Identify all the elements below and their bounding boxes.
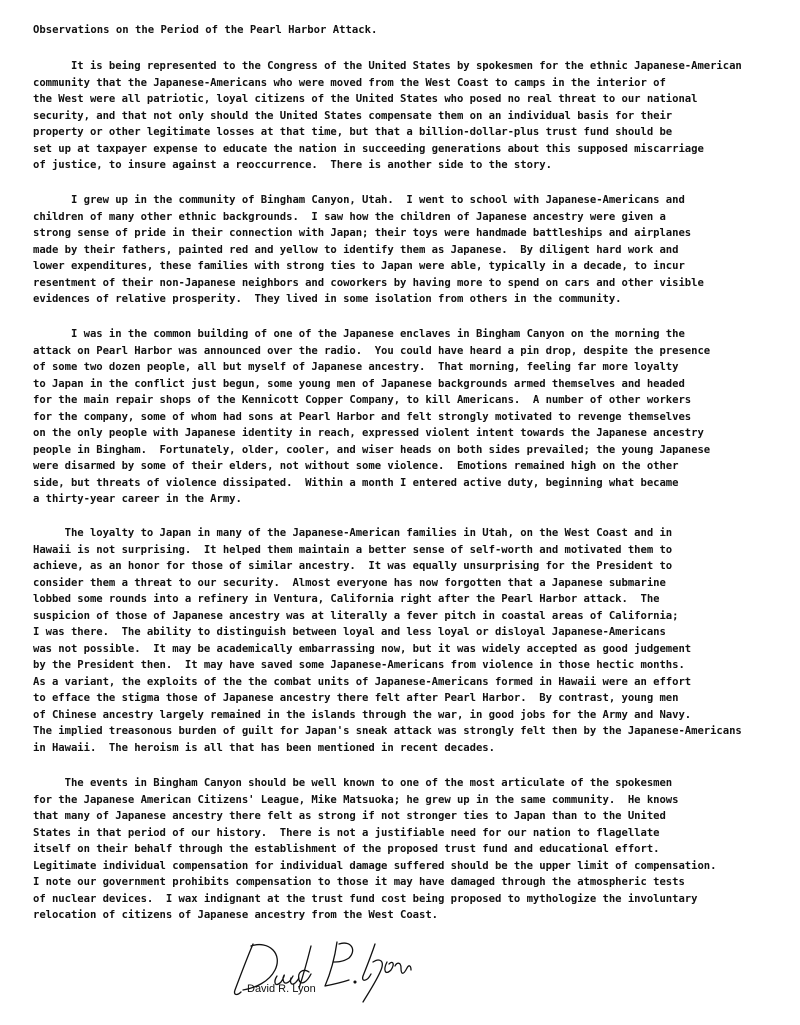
text-line: The implied treasonous burden of guilt for Japan's sneak attack was strongly felt then by the Japanese-Americans — [33, 725, 742, 737]
text-line: for the main repair shops of the Kennicott Copper Company, to kill Americans. A number of other workers — [33, 394, 692, 406]
paragraph-4 — [33, 525, 742, 756]
text-line: of some two dozen people, all but myself of Japanese ancestry. That morning, feeling far more loyalty — [33, 361, 679, 373]
text-line: I grew up in the community of Bingham Canyon, Utah. I went to school with Japanese-Americans and — [33, 194, 685, 206]
text-line: suspicion of those of Japanese ancestry was at literally a fever pitch in coastal areas of California; — [33, 609, 679, 622]
text-line: strong sense of pride in their connection with Japan; their toys were handmade battleships and airplanes — [33, 227, 692, 239]
text-line: for the Japanese American Citizens' League, Mike Matsuoka; he grew up in the same community. He knows — [33, 793, 679, 806]
text-line: a thirty-year career in the Army. — [33, 493, 242, 505]
text-line: of Chinese ancestry largely remained in the islands through the war, in good jobs for the Army and Navy. — [33, 708, 692, 721]
text-line: set up at taxpayer expense to educate the nation in succeeding generations about this supposed miscarriage — [33, 142, 704, 155]
text-line: lower expenditures, these families with strong ties to Japan were able, typically in a decade, to incur — [33, 260, 685, 272]
text-line: I note our government prohibits compensation to those it may have damaged through the atmospheric tests — [33, 876, 685, 888]
paragraph-1 — [33, 58, 742, 174]
text-line: evidences of relative prosperity. They lived in some isolation from others in the community. — [33, 293, 622, 305]
text-line: attack on Pearl Harbor was announced over the radio. You could have heard a pin drop, despite the presence — [33, 344, 711, 357]
text-line: that many of Japanese ancestry there felt as strong if not stronger ties to Japan than to the United — [33, 810, 666, 822]
typed-signature-name: David R. Lyon — [247, 983, 316, 995]
text-line: resentment of their non-Japanese neighbors and coworkers by having more to spend on cars and other visible — [33, 276, 704, 289]
text-line: community that the Japanese-Americans who were moved from the West Coast to camps in the interior of — [33, 76, 666, 89]
text-line: by the President then. It may have saved some Japanese-Americans from violence in those hectic months. — [33, 659, 685, 671]
text-line: on the only people with Japanese identity in reach, expressed violent intent towards the Japanese ancestry — [33, 427, 704, 439]
text-line: security, and that not only should the United States compensate them on an individual basis for their — [33, 109, 673, 122]
text-line: lobbed some rounds into a refinery in Ventura, California right after the Pearl Harbor attack. The — [33, 593, 660, 605]
text-line: I was there. The ability to distinguish between loyal and less loyal or disloyal Japanese-Americans — [33, 626, 666, 638]
text-line: to Japan in the conflict just begun, some young men of Japanese backgrounds armed themselves and headed — [33, 377, 685, 390]
text-line: achieve, as an honor for those of similar ancestry. It was equally unsurprising for the President to — [33, 560, 673, 572]
text-line: Hawaii is not surprising. It helped them maintain a better sense of self-worth and motivated them to — [33, 543, 673, 556]
text-line: As a variant, the exploits of the the combat units of Japanese-Americans formed in Hawaii were an effort — [33, 675, 692, 688]
text-line: the West were all patriotic, loyal citizens of the United States who posed no real threat to our national — [33, 93, 698, 105]
text-line: were disarmed by some of their elders, not without some violence. Emotions remained high on the other — [33, 460, 679, 472]
text-line: in Hawaii. The heroism is all that has been mentioned in recent decades. — [33, 741, 495, 754]
text-line: of justice, to insure against a reoccurrence. There is another side to the story. — [33, 159, 552, 171]
text-line: side, but threats of violence dissipated. Within a month I entered active duty, beginning what became — [33, 476, 679, 489]
text-line: The events in Bingham Canyon should be well known to one of the most articulate of the spokesmen — [33, 777, 673, 789]
text-line: itself on their behalf through the establishment of the proposed trust fund and educational effort. — [33, 843, 660, 855]
paragraph-3 — [33, 326, 710, 508]
text-line: made by their fathers, painted red and yellow to identify them as Japanese. By diligent hard work and — [33, 243, 679, 256]
paragraph-5 — [33, 775, 716, 924]
text-line: people in Bingham. Fortunately, older, cooler, and wiser heads on both sides prevailed; the young Japanese — [33, 443, 711, 456]
text-line: of nuclear devices. I wax indignant at the trust fund cost being proposed to mythologize the involuntary — [33, 892, 698, 905]
text-line: relocation of citizens of Japanese ancestry from the West Coast. — [33, 909, 438, 921]
text-line: children of many other ethnic backgrounds. I saw how the children of Japanese ancestry were given a — [33, 210, 666, 223]
text-line: was not possible. It may be academically embarrassing now, but it was widely accepted as good judgement — [33, 642, 692, 655]
text-line: States in that period of our history. There is not a justifiable need for our nation to flagellate — [33, 826, 660, 839]
document-title: Observations on the Period of the Pearl Harbor Attack. — [33, 24, 378, 36]
text-line: consider them a threat to our security. Almost everyone has now forgotten that a Japanese submarine — [33, 576, 666, 589]
paragraph-2 — [33, 192, 704, 308]
text-line: I was in the common building of one of the Japanese enclaves in Bingham Canyon on the morning the — [33, 328, 685, 340]
text-line: The loyalty to Japan in many of the Japanese-American families in Utah, on the West Coast and in — [33, 527, 673, 539]
text-line: for the company, some of whom had sons at Pearl Harbor and felt strongly motivated to revenge themselves — [33, 410, 692, 423]
text-line: property or other legitimate losses at that time, but that a billion-dollar-plus trust fund should be — [33, 126, 673, 138]
text-line: Legitimate individual compensation for individual damage suffered should be the upper limit of compensation. — [33, 859, 717, 872]
text-line: to efface the stigma those of Japanese ancestry there felt after Pearl Harbor. By contrast, young men — [33, 692, 679, 704]
text-line: It is being represented to the Congress of the United States by spokesmen for the ethnic Japanese-American — [33, 60, 742, 72]
